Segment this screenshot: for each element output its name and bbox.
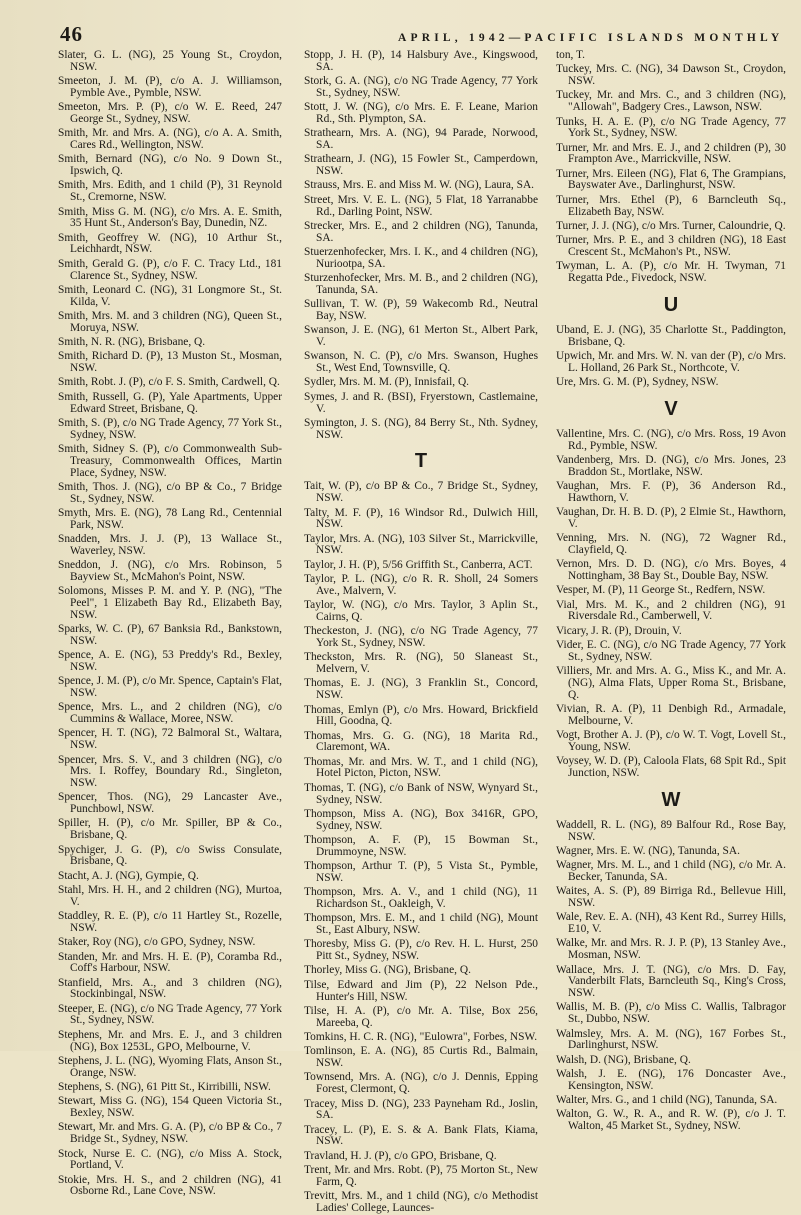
section-letter: V [664, 397, 678, 420]
directory-entry: Spiller, H. (P), c/o Mr. Spiller, BP & Co., Brisbane, Q. [58, 817, 282, 842]
directory-entry: Smith, Sidney S. (P), c/o Commonwealth Sub-Treasury, Commonwealth Offices, Martin Place, Sydney, NSW. [58, 443, 282, 479]
directory-entry: Smith, Miss G. M. (NG), c/o Mrs. A. E. Smith, 35 Hunt St., Anderson's Bay, Dunedin, NZ. [58, 205, 282, 230]
directory-entry: Symington, J. S. (NG), 84 Berry St., Nth. Sydney, NSW. [304, 416, 538, 441]
directory-entry: Tracey, Miss D. (NG), 233 Payneham Rd., Joslin, SA. [304, 1097, 538, 1122]
directory-entry: Waites, A. S. (P), 89 Birriga Rd., Bellevue Hill, NSW. [556, 885, 786, 910]
directory-entry: Thomas, Emlyn (P), c/o Mrs. Howard, Brickfield Hill, Goodna, Q. [304, 703, 538, 728]
section-letter: T [414, 450, 428, 473]
directory-entry: Staker, Roy (NG), c/o GPO, Sydney, NSW. [58, 936, 256, 949]
running-title: APRIL, 1942—PACIFIC ISLANDS MONTHLY [398, 32, 784, 44]
directory-entry: Trevitt, Mrs. M., and 1 child (NG), c/o Methodist Ladies' College, Launces- [304, 1190, 538, 1214]
directory-entry: Tait, W. (P), c/o BP & Co., 7 Bridge St., Sydney, NSW. [304, 480, 538, 505]
directory-entry: Vider, E. C. (NG), c/o NG Trade Agency, 77 York St., Sydney, NSW. [556, 639, 786, 663]
directory-entry: Vernon, Mrs. D. D. (NG), c/o Mrs. Boyes, 4 Nottingham, 38 Bay St., Double Bay, NSW. [556, 558, 786, 582]
directory-entry: Smith, S. (P), c/o NG Trade Agency, 77 York St., Sydney, NSW. [58, 416, 282, 441]
directory-entry: Taylor, Mrs. A. (NG), 103 Silver St., Marrickville, NSW. [304, 532, 538, 557]
directory-entry: Stewart, Mr. and Mrs. G. A. (P), c/o BP & Co., 7 Bridge St., Sydney, NSW. [58, 1121, 282, 1146]
directory-entry: Thompson, Mrs. E. M., and 1 child (NG), Mount St., East Albury, NSW. [304, 912, 538, 936]
directory-entry: Vesper, M. (P), 11 George St., Redfern, NSW. [556, 584, 766, 597]
directory-entry: Walmsley, Mrs. A. M. (NG), 167 Forbes St., Darlinghurst, NSW. [556, 1027, 786, 1052]
directory-entry: Tomlinson, E. A. (NG), 85 Curtis Rd., Balmain, NSW. [304, 1045, 538, 1070]
directory-entry: Smith, Gerald G. (P), c/o F. C. Tracy Ltd., 181 Clarence St., Sydney, NSW. [58, 257, 282, 282]
directory-entry: Stott, J. W. (NG), c/o Mrs. E. F. Leane, Marion Rd., Sth. Plympton, SA. [304, 101, 538, 125]
directory-entry: Wale, Rev. E. A. (NH), 43 Kent Rd., Surrey Hills, E10, V. [556, 911, 786, 936]
directory-entry: Smith, Mrs. M. and 3 children (NG), Queen St., Moruya, NSW. [58, 309, 282, 334]
directory-entry: Spence, J. M. (P), c/o Mr. Spence, Captain's Flat, NSW. [58, 675, 282, 699]
directory-entry: Tilse, H. A. (P), c/o Mr. A. Tilse, Box 256, Mareeba, Q. [304, 1004, 538, 1029]
directory-entry: Sturzenhofecker, Mrs. M. B., and 2 children (NG), Tanunda, SA. [304, 272, 538, 296]
directory-entry: Tunks, H. A. E. (P), c/o NG Trade Agency, 77 York St., Sydney, NSW. [556, 115, 786, 140]
directory-entry: Thomas, T. (NG), c/o Bank of NSW, Wynyard St., Sydney, NSW. [304, 781, 538, 806]
directory-entry: Smeeton, Mrs. P. (P), c/o W. E. Reed, 247 George St., Sydney, NSW. [58, 101, 282, 125]
directory-entry: Thomas, E. J. (NG), 3 Franklin St., Concord, NSW. [304, 677, 538, 702]
directory-entry: Swanson, N. C. (P), c/o Mrs. Swanson, Hughes St., West End, Townsville, Q. [304, 350, 538, 375]
directory-entry: Thompson, Mrs. A. V., and 1 child (NG), 11 Richardson St., Oakleigh, V. [304, 886, 538, 910]
directory-entry: Vallentine, Mrs. C. (NG), c/o Mrs. Ross, 19 Avon Rd., Pymble, NSW. [556, 427, 786, 452]
directory-entry: Stahl, Mrs. H. H., and 2 children (NG), Murtoa, V. [58, 884, 282, 908]
directory-entry: Ure, Mrs. G. M. (P), Sydney, NSW. [556, 376, 719, 389]
directory-entry: Turner, J. J. (NG), c/o Mrs. Turner, Caloundrie, Q. [556, 219, 786, 232]
directory-entry: Vial, Mrs. M. K., and 2 children (NG), 91 Riversdale Rd., Camberwell, V. [556, 598, 786, 623]
column-3 [556, 49, 786, 1133]
page-number: 46 [60, 22, 83, 46]
directory-entry: Walsh, D. (NG), Brisbane, Q. [556, 1053, 691, 1066]
directory-entry: Stephens, Mr. and Mrs. E. J., and 3 children (NG), Box 1253L, GPO, Melbourne, V. [58, 1028, 282, 1053]
directory-entry: Smith, Geoffrey W. (NG), 10 Arthur St., Leichhardt, NSW. [58, 231, 282, 256]
directory-entry: Stewart, Miss G. (NG), 154 Queen Victoria St., Bexley, NSW. [58, 1095, 282, 1120]
directory-entry: Thoresby, Miss G. (P), c/o Rev. H. L. Hurst, 250 Pitt St., Sydney, NSW. [304, 938, 538, 963]
directory-entry: Voysey, W. D. (P), Caloola Flats, 68 Spit Rd., Spit Junction, NSW. [556, 755, 786, 779]
directory-entry: Spence, Mrs. L., and 2 children (NG), c/o Cummins & Wallace, Moree, NSW. [58, 701, 282, 726]
directory-entry: Walsh, J. E. (NG), 176 Doncaster Ave., Kensington, NSW. [556, 1067, 786, 1092]
directory-entry: Smith, Mrs. Edith, and 1 child (P), 31 Reynold St., Cremorne, NSW. [58, 179, 282, 204]
directory-entry: Stanfield, Mrs. A., and 3 children (NG), Stockinbingal, NSW. [58, 976, 282, 1001]
directory-entry: Turner, Mrs. P. E., and 3 children (NG), 18 East Crescent St., McMahon's Pt., NSW. [556, 234, 786, 258]
directory-entry: Symes, J. and R. (BSI), Fryerstown, Castlemaine, V. [304, 390, 538, 415]
directory-entry: Thomas, Mr. and Mrs. W. T., and 1 child (NG), Hotel Picton, Picton, NSW. [304, 755, 538, 780]
directory-entry: Vicary, J. R. (P), Drouin, V. [556, 624, 682, 637]
directory-entry: Waddell, R. L. (NG), 89 Balfour Rd., Rose Bay, NSW. [556, 818, 786, 843]
directory-entry: Walton, G. W., R. A., and R. W. (P), c/o J. T. Walton, 45 Market St., Sydney, NSW. [556, 1108, 786, 1133]
directory-entry: Smith, Russell, G. (P), Yale Apartments, Upper Edward Street, Brisbane, Q. [58, 390, 282, 415]
directory-entry: Thompson, A. F. (P), 15 Bowman St., Drummoyne, NSW. [304, 833, 538, 858]
directory-entry: Wagner, Mrs. E. W. (NG), Tanunda, SA. [556, 844, 740, 857]
directory-entry: Strathearn, J. (NG), 15 Fowler St., Camperdown, NSW. [304, 153, 538, 178]
directory-entry: Theckston, Mrs. R. (NG), 50 Slaneast St., Melvern, V. [304, 651, 538, 676]
directory-entry: Villiers, Mr. and Mrs. A. G., Miss K., and Mr. A. (NG), Alma Flats, Upper Roma St., Brisbane, Q. [556, 665, 786, 701]
directory-entry: Townsend, Mrs. A. (NG), c/o J. Dennis, Epping Forest, Clermont, Q. [304, 1071, 538, 1096]
directory-entry: Snadden, Mrs. J. J. (P), 13 Wallace St., Waverley, NSW. [58, 533, 282, 557]
directory-entry: Turner, Mrs. Eileen (NG), Flat 6, The Grampians, Bayswater Ave., Darlinghurst, NSW. [556, 167, 786, 192]
directory-entry: Smeeton, J. M. (P), c/o A. J. Williamson, Pymble Ave., Pymble, NSW. [58, 75, 282, 99]
directory-entry: Solomons, Misses P. M. and Y. P. (NG), "The Peel", 1 Elizabeth Bay Rd., Elizabeth Bay, NSW. [58, 585, 282, 621]
directory-entry: Wagner, Mrs. M. L., and 1 child (NG), c/o Mr. A. Becker, Tanunda, SA. [556, 859, 786, 883]
directory-entry: Wallace, Mrs. J. T. (NG), c/o Mrs. D. Fay, Vanderbilt Flats, Barncleuth Sq., King's Cross, NSW. [556, 963, 786, 1000]
directory-entry: Stephens, S. (NG), 61 Pitt St., Kirribilli, NSW. [58, 1081, 271, 1093]
directory-entry: Spencer, Mrs. S. V., and 3 children (NG), c/o Mrs. I. Roffey, Boundary Rd., Singleton, NSW. [58, 753, 282, 790]
directory-entry: ton, T. [556, 49, 586, 61]
column-2 [304, 49, 538, 1214]
directory-entry: Tomkins, H. C. R. (NG), "Eulowra", Forbes, NSW. [304, 1030, 538, 1043]
directory-entry: Spencer, Thos. (NG), 29 Lancaster Ave., Punchbowl, NSW. [58, 791, 282, 816]
directory-entry: Smith, Leonard C. (NG), 31 Longmore St., St. Kilda, V. [58, 283, 282, 308]
directory-entry: Turner, Mrs. Ethel (P), 6 Barncleuth Sq., Elizabeth Bay, NSW. [556, 193, 786, 218]
page-header [0, 0, 801, 50]
directory-entry: Stock, Nurse E. C. (NG), c/o Miss A. Stock, Portland, V. [58, 1147, 282, 1172]
directory-entry: Standen, Mr. and Mrs. H. E. (P), Coramba Rd., Coff's Harbour, NSW. [58, 950, 282, 975]
directory-entry: Taylor, W. (NG), c/o Mrs. Taylor, 3 Aplin St., Cairns, Q. [304, 599, 538, 623]
directory-entry: Vaughan, Dr. H. B. D. (P), 2 Elmie St., Hawthorn, V. [556, 506, 786, 530]
directory-entry: Thomas, Mrs. G. G. (NG), 18 Marita Rd., Claremont, WA. [304, 729, 538, 754]
directory-entry: Sparks, W. C. (P), 67 Banksia Rd., Bankstown, NSW. [58, 623, 282, 647]
directory-entry: Stopp, J. H. (P), 14 Halsbury Ave., Kingswood, SA. [304, 49, 538, 73]
directory-entry: Smyth, Mrs. E. (NG), 78 Lang Rd., Centennial Park, NSW. [58, 506, 282, 531]
directory-entry: Strecker, Mrs. E., and 2 children (NG), Tanunda, SA. [304, 219, 538, 244]
directory-entry: Vaughan, Mrs. F. (P), 36 Anderson Rd., Hawthorn, V. [556, 479, 786, 504]
directory-entry: Spence, A. E. (NG), 53 Preddy's Rd., Bexley, NSW. [58, 649, 282, 673]
directory-entry: Steeper, E. (NG), c/o NG Trade Agency, 77 York St., Sydney, NSW. [58, 1002, 282, 1027]
directory-entry: Talty, M. F. (P), 16 Windsor Rd., Dulwich Hill, NSW. [304, 506, 538, 531]
directory-entry: Street, Mrs. V. E. L. (NG), 5 Flat, 18 Yarranabbe Rd., Darling Point, NSW. [304, 193, 538, 218]
directory-entry: Tracey, L. (P), E. S. & A. Bank Flats, Kiama, NSW. [304, 1123, 538, 1148]
directory-entry: Theckeston, J. (NG), c/o NG Trade Agency, 77 York St., Sydney, NSW. [304, 625, 538, 649]
directory-entry: Wallis, M. B. (P), c/o Miss C. Wallis, Talbragor St., Dubbo, NSW. [556, 1001, 786, 1026]
directory-entry: Uband, E. J. (NG), 35 Charlotte St., Paddington, Brisbane, Q. [556, 323, 786, 348]
directory-entry: Walke, Mr. and Mrs. R. J. P. (P), 13 Stanley Ave., Mosman, NSW. [556, 937, 786, 962]
directory-entry: Staddley, R. E. (P), c/o 11 Hartley St., Rozelle, NSW. [58, 910, 282, 934]
directory-entry: Stokie, Mrs. H. S., and 2 children (NG), 41 Osborne Rd., Lane Cove, NSW. [58, 1173, 282, 1198]
directory-entry: Stephens, J. L. (NG), Wyoming Flats, Anson St., Orange, NSW. [58, 1054, 282, 1079]
directory-entry: Thompson, Miss A. (NG), Box 3416R, GPO, Sydney, NSW. [304, 807, 538, 832]
directory-entry: Twyman, L. A. (P), c/o Mr. H. Twyman, 71 Regatta Pde., Fivedock, NSW. [556, 260, 786, 285]
directory-entry: Turner, Mr. and Mrs. E. J., and 2 children (P), 30 Frampton Ave., Marrickville, NSW. [556, 141, 786, 166]
directory-entry: Stork, G. A. (NG), c/o NG Trade Agency, 77 York St., Sydney, NSW. [304, 75, 538, 99]
directory-entry: Sydler, Mrs. M. M. (P), Innisfail, Q. [304, 376, 470, 389]
directory-entry: Smith, Bernard (NG), c/o No. 9 Down St., Ipswich, Q. [58, 153, 282, 178]
directory-entry: Swanson, J. E. (NG), 61 Merton St., Albert Park, V. [304, 324, 538, 349]
directory-entry: Smith, Richard D. (P), 13 Muston St., Mosman, NSW. [58, 350, 282, 375]
directory-entry: Vivian, R. A. (P), 11 Denbigh Rd., Armadale, Melbourne, V. [556, 703, 786, 727]
directory-entry: Taylor, J. H. (P), 5/56 Griffith St., Canberra, ACT. [304, 558, 533, 571]
directory-entry: Upwich, Mr. and Mrs. W. N. van der (P), c/o Mrs. L. Holland, 26 Park St., Northcote, V. [556, 349, 786, 374]
section-letter: U [663, 293, 679, 316]
directory-entry: Vogt, Brother A. J. (P), c/o W. T. Vogt, Lovell St., Young, NSW. [556, 729, 786, 753]
directory-entry: Thorley, Miss G. (NG), Brisbane, Q. [304, 964, 471, 977]
directory-entry: Trent, Mr. and Mrs. Robt. (P), 75 Morton St., New Farm, Q. [304, 1164, 538, 1188]
directory-entry: Sullivan, T. W. (P), 59 Wakecomb Rd., Neutral Bay, NSW. [304, 298, 538, 322]
directory-entry: Spychiger, J. G. (P), c/o Swiss Consulate, Brisbane, Q. [58, 843, 282, 868]
directory-entry: Slater, G. L. (NG), 25 Young St., Croydon, NSW. [58, 49, 282, 73]
column-1 [58, 49, 282, 1198]
directory-entry: Travland, H. J. (P), c/o GPO, Brisbane, Q. [304, 1149, 497, 1162]
directory-entry: Tuckey, Mr. and Mrs. C., and 3 children (NG), "Allowah", Badgery Cres., Lawson, NSW. [556, 89, 786, 114]
directory-entry: Tuckey, Mrs. C. (NG), 34 Dawson St., Croydon, NSW. [556, 63, 786, 88]
directory-entry: Smith, Robt. J. (P), c/o F. S. Smith, Cardwell, Q. [58, 376, 280, 389]
directory-entry: Tilse, Edward and Jim (P), 22 Nelson Pde., Hunter's Hill, NSW. [304, 978, 538, 1003]
directory-entry: Strathearn, Mrs. A. (NG), 94 Parade, Norwood, SA. [304, 127, 538, 152]
section-letter: W [661, 788, 681, 811]
directory-entry: Vandenberg, Mrs. D. (NG), c/o Mrs. Jones, 23 Braddon St., Mortlake, NSW. [556, 453, 786, 478]
directory-entry: Walter, Mrs. G., and 1 child (NG), Tanunda, SA. [556, 1094, 778, 1107]
directory-entry: Spencer, H. T. (NG), 72 Balmoral St., Waltara, NSW. [58, 727, 282, 752]
directory-entry: Stacht, A. J. (NG), Gympie, Q. [58, 869, 199, 882]
directory-entry: Stuerzenhofecker, Mrs. I. K., and 4 children (NG), Nuriootpa, SA. [304, 246, 538, 270]
directory-entry: Smith, Mr. and Mrs. A. (NG), c/o A. A. Smith, Cares Rd., Wellington, NSW. [58, 127, 282, 152]
directory-entry: Sneddon, J. (NG), c/o Mrs. Robinson, 5 Bayview St., McMahon's Point, NSW. [58, 559, 282, 583]
directory-entry: Smith, Thos. J. (NG), c/o BP & Co., 7 Bridge St., Sydney, NSW. [58, 480, 282, 505]
directory-entry: Thompson, Arthur T. (P), 5 Vista St., Pymble, NSW. [304, 860, 538, 884]
directory-entry: Taylor, P. L. (NG), c/o R. R. Sholl, 24 Somers Ave., Malvern, V. [304, 573, 538, 597]
directory-entry: Smith, N. R. (NG), Brisbane, Q. [58, 336, 206, 349]
directory-entry: Strauss, Mrs. E. and Miss M. W. (NG), Laura, SA. [304, 179, 535, 192]
directory-entry: Venning, Mrs. N. (NG), 72 Wagner Rd., Clayfield, Q. [556, 532, 786, 556]
